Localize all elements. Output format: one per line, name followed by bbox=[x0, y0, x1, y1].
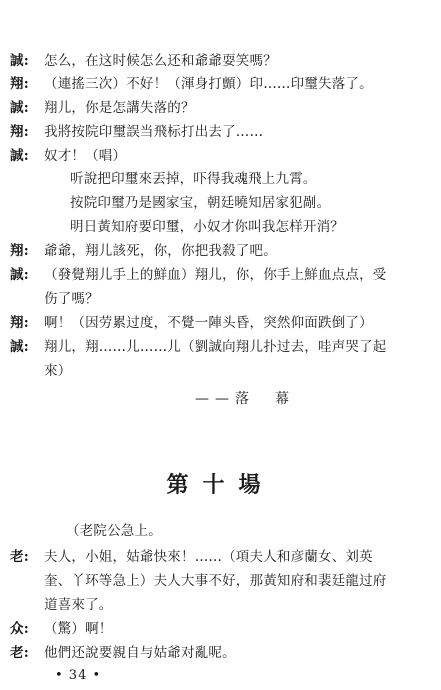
speaker: 誠: bbox=[10, 148, 29, 164]
dialogue-line bbox=[10, 123, 263, 141]
speaker: 老: bbox=[10, 549, 29, 565]
dialogue-text: （發覺翔儿手上的鮮血）翔儿，你，你手上鮮血点点，受 bbox=[44, 267, 387, 283]
speaker: 翔: bbox=[10, 124, 29, 140]
dialogue-text: 爺爺，翔儿該死，你，你把我殺了吧。 bbox=[44, 243, 277, 259]
curtain-fall: ——落 幕 bbox=[195, 391, 295, 407]
dialogue-text: 翔儿，翔……儿……儿（劉誠向翔儿扑过去，哇声哭了起 bbox=[44, 339, 387, 355]
dialogue-line bbox=[10, 242, 277, 260]
dialogue-line bbox=[10, 338, 387, 356]
dialogue-continuation: 奎、丫环等急上）夫人大事不好，那黃知府和裴廷龍过府 bbox=[44, 573, 387, 589]
dialogue-text: （驚）啊！ bbox=[44, 621, 113, 637]
speaker: 誠: bbox=[10, 53, 29, 69]
dialogue-continuation: 伤了嗎？ bbox=[44, 291, 99, 307]
dialogue-line bbox=[10, 314, 373, 332]
page-number: • 34 • bbox=[55, 668, 102, 683]
song-line: 明日黃知府要印璽，小奴才你叫我怎样开消？ bbox=[70, 219, 344, 235]
dialogue-continuation: 道喜來了。 bbox=[44, 597, 113, 613]
speaker: 誠: bbox=[10, 267, 29, 283]
dialogue-text: 翔儿，你是怎講失落的？ bbox=[44, 100, 195, 116]
dialogue-text: 他們还說要親自与姑爺对亂呢。 bbox=[44, 645, 236, 661]
speaker: 翔: bbox=[10, 315, 29, 331]
dialogue-line bbox=[10, 147, 126, 165]
dialogue-line bbox=[10, 548, 373, 566]
speaker: 誠: bbox=[10, 339, 29, 355]
song-line: 按院印璽乃是國家宝，朝廷曉知居家犯剮。 bbox=[70, 195, 331, 211]
dialogue-line bbox=[10, 644, 236, 662]
stage-direction: （老院公急上。 bbox=[66, 523, 162, 539]
speaker: 翔: bbox=[10, 76, 29, 92]
speaker: 翔: bbox=[10, 243, 29, 259]
scene-title: 第十場 bbox=[166, 472, 275, 498]
speaker: 誠: bbox=[10, 100, 29, 116]
dialogue-text: 啊！（因劳累过度，不覺一陣头昏，突然仰面跌倒了） bbox=[44, 315, 373, 331]
dialogue-text: （連搖三次）不好！（渾身打顫）印……印璽失落了。 bbox=[44, 76, 373, 92]
dialogue-text: 奴才！（唱） bbox=[44, 148, 127, 164]
dialogue-continuation: 來） bbox=[44, 363, 72, 379]
dialogue-line bbox=[10, 52, 277, 70]
dialogue-text: 我將按院印璽誤当飛标打出去了…… bbox=[44, 124, 264, 140]
dialogue-line bbox=[10, 620, 113, 638]
speaker: 众: bbox=[10, 621, 29, 637]
dialogue-line bbox=[10, 99, 195, 117]
dialogue-line bbox=[10, 266, 387, 284]
song-line: 听說把印璽來丟掉，吓得我魂飛上九霄。 bbox=[70, 171, 317, 187]
dialogue-line bbox=[10, 75, 373, 93]
speaker: 老: bbox=[10, 645, 29, 661]
dialogue-text: 夫人，小姐，姑爺快來！……（項夫人和彦蘭女、刘英 bbox=[44, 549, 373, 565]
dialogue-text: 怎么，在这时候怎么还和爺爺耍笑嗎？ bbox=[44, 53, 277, 69]
